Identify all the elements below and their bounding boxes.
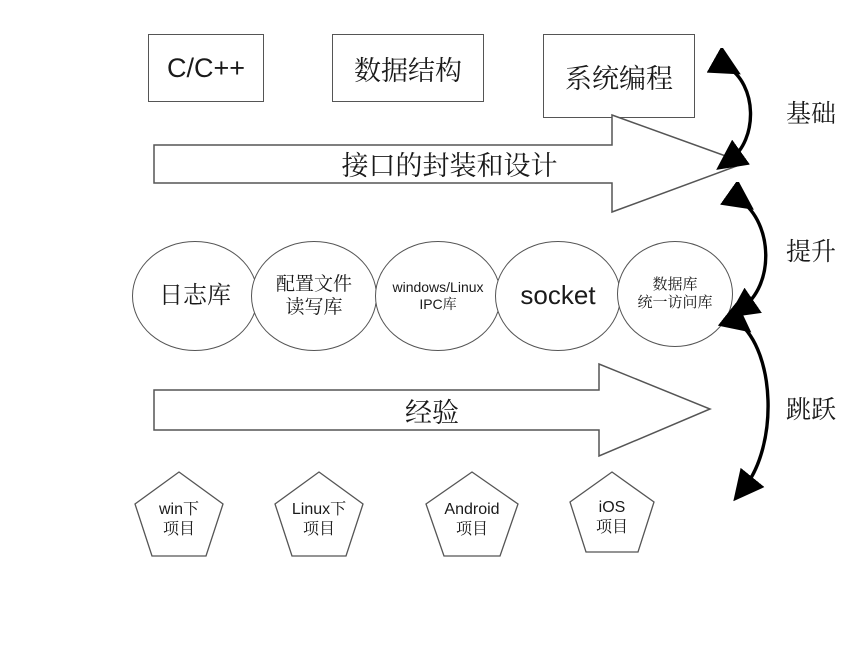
curved-arrow-shape: [712, 300, 792, 505]
circle-line1: 配置文件: [275, 273, 352, 295]
pentagon-line1: iOS: [598, 499, 626, 516]
band-label: 接口的封装和设计: [341, 151, 558, 181]
circle-line1: 日志库: [159, 282, 231, 310]
stage-label-leap: 跳跃: [786, 396, 837, 424]
top-box-c-cpp: [148, 34, 264, 102]
curved-arrow-shape: [696, 48, 776, 178]
pentagon-line2: 项目: [455, 521, 488, 538]
curved-arrow-foundation: [696, 48, 776, 178]
pentagon-windows-project: [133, 470, 225, 558]
circle-line2: 统一访问库: [637, 294, 713, 311]
band-arrow-shape: [152, 362, 712, 458]
band-experience: [152, 362, 712, 458]
pentagon-line1: Android: [444, 501, 500, 518]
pentagon-android-project: [424, 470, 520, 558]
top-box-label: 数据结构: [354, 55, 462, 86]
band-arrow-shape: [152, 113, 747, 214]
circle-line2: IPC库: [419, 296, 457, 312]
circle-log-library: [132, 241, 258, 351]
top-box-data-structure: [332, 34, 484, 102]
band-interface-design: [152, 113, 747, 214]
circle-line1: socket: [520, 280, 596, 311]
circle-ipc-library: [375, 241, 501, 351]
pentagon-shape: [568, 470, 656, 554]
pentagon-line2: 项目: [302, 521, 335, 538]
top-box-label: 系统编程: [565, 63, 673, 94]
pentagon-shape: [424, 470, 520, 558]
top-box-system-programming: [543, 34, 695, 118]
circle-line1: windows/Linux: [392, 278, 484, 295]
stage-label-foundation: 基础: [786, 100, 837, 128]
circle-socket: [495, 241, 621, 351]
band-label: 经验: [405, 397, 459, 428]
circle-config-file-io-library: [251, 241, 377, 351]
pentagon-shape: [133, 470, 225, 558]
pentagon-ios-project: [568, 470, 656, 554]
pentagon-line1: Linux下: [291, 501, 347, 518]
pentagon-line1: win下: [158, 501, 199, 518]
pentagon-line2: 项目: [595, 519, 628, 536]
pentagon-line2: 项目: [162, 521, 195, 538]
top-box-label: C/C++: [166, 52, 246, 83]
stage-label-improvement: 提升: [786, 238, 837, 266]
circle-line1: 数据库: [652, 275, 698, 293]
pentagon-linux-project: [273, 470, 365, 558]
pentagon-shape: [273, 470, 365, 558]
curved-arrow-leap: [712, 300, 792, 505]
circle-line2: 读写库: [285, 297, 343, 318]
